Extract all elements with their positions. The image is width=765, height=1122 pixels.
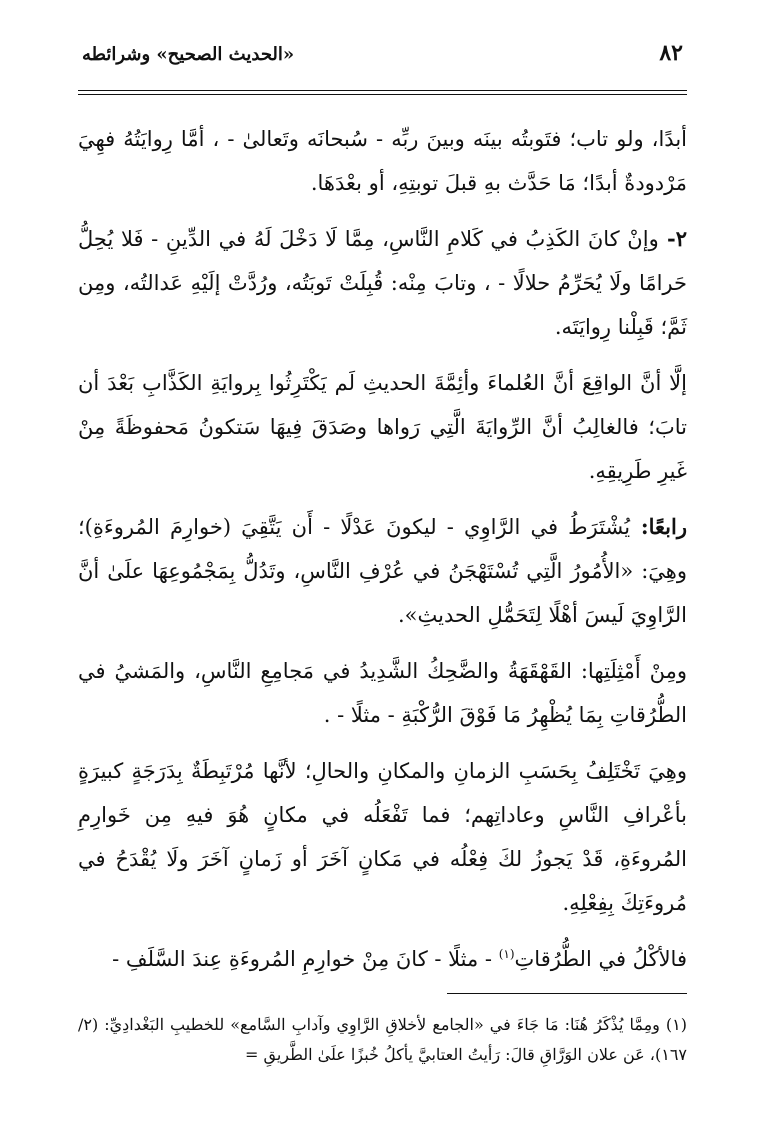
header-rule (78, 90, 687, 91)
paragraph-lead: ٢- (658, 226, 688, 251)
book-page (78, 40, 687, 1122)
paragraph-text: وإنْ كانَ الكَذِبُ في كَلامِ النَّاسِ، مِمَّا لَا دَخْلَ لَهُ في الدِّينِ - فَلا يُحِلُّ حَرامًا ولَا يُحَرِّمُ حلالًا - ، وتابَ مِنْه: قُبِلَتْ تَوبَتُه، ورُدَّتْ إلَيْهِ عَدالتُه، ومِن ثَمَّ؛ قَبِلْنا رِوايَتَه. (78, 227, 687, 339)
paragraph-text: إلَّا أنَّ الواقِعَ أنَّ العُلماءَ وأئِمَّةَ الحديثِ لَم يَكْتَرِثُوا بِروايَةِ الكَذَّابِ بَعْدَ أن تابَ؛ فالغالِبُ أنَّ الرِّوايَةَ الَّتِي رَواها وصَدَقَ فِيهَا سَتكونُ مَحفوظَةً مِنْ غَيرِ طَرِيقِهِ. (78, 371, 687, 483)
paragraph-text: - مثلًا - كانَ مِنْ خوارِمِ المُروءَةِ عِندَ السَّلَفِ - (112, 947, 499, 971)
page-body (78, 117, 687, 981)
paragraph-text: فالأكْلُ في الطُّرُقاتِ (514, 947, 687, 971)
paragraph (78, 217, 687, 349)
running-title: «الحديث الصحيح» وشرائطه (82, 44, 295, 65)
paragraph-text: أبدًا، ولو تاب؛ فتَوبتُه بينَه وبينَ ربِّه - سُبحانَه وتَعالىٰ - ، أمَّا رِوايَتُهُ فهِيَ مَرْدودةٌ أبدًا؛ مَا حَدَّث بهِ قبلَ توبتِهِ، أو بعْدَهَا. (78, 127, 687, 195)
paragraph (78, 505, 687, 637)
page-number: ٨٢ (659, 40, 683, 66)
footnote: (١) ومِمَّا يُذْكَرُ هُنَا: مَا جَاءَ في «الجامع لأخلاقِ الرَّاوِي وآدابِ السَّامع» للخطيبِ البَغْدادِيِّ: (٢/ ١٦٧)، عَن علان الوَرَّاقِ قالَ: رَأيتُ العتابيَّ يأكلُ خُبزًا علَىٰ الطَّريقِ = (78, 1015, 687, 1064)
paragraph-lead: رابعًا: (630, 514, 687, 539)
running-header (78, 40, 687, 88)
footnote-separator (447, 993, 687, 994)
paragraph (78, 649, 687, 737)
paragraph (78, 117, 687, 205)
paragraph (78, 361, 687, 493)
paragraph-last (78, 937, 687, 981)
paragraph-text: يُشْتَرَطُ في الرَّاوِي - ليكونَ عَدْلًا - أَن يَتَّقِيَ (خوارِمَ المُروءَةِ)؛ وهِيَ: «الأُمُورُ الَّتِي تُسْتَهْجَنُ في عُرْفِ النَّاسِ، وتَدُلُّ بِمَجْمُوعِهَا علَىٰ أنَّ الرَّاوِيَ لَيسَ أهْلًا لِتَحَمُّلِ الحديثِ». (78, 515, 687, 627)
paragraph-text: وهِيَ تَخْتَلِفُ بِحَسَبِ الزمانِ والمكانِ والحالِ؛ لأنَّها مُرْتَبِطَةٌ بِدَرَجَةٍ كبيرَةٍ بأعْرافِ النَّاسِ وعاداتِهم؛ فما تَفْعَلُه في مكانٍ هُوَ فيهِ مِن خَوارِمِ المُروءَةِ، قَدْ يَجوزُ لكَ فِعْلُه في مَكانٍ آخَرَ أو زَمانٍ آخَرَ ولَا يُقْدَحُ في مُروءَتِكَ بِفِعْلِهِ. (78, 759, 687, 915)
paragraph-text: ومِنْ أَمْثِلَتِها: القَهْقَهَةُ والضَّحِكُ الشَّدِيدُ في مَجامِعِ النَّاسِ، والمَشيُ في الطُّرُقاتِ بِمَا يُظْهِرُ مَا فَوْقَ الرُّكْبَةِ - مثلًا - . (78, 659, 687, 727)
footnote-reference[interactable]: (١) (498, 947, 515, 961)
header-rule-secondary (78, 94, 687, 95)
paragraph (78, 749, 687, 925)
